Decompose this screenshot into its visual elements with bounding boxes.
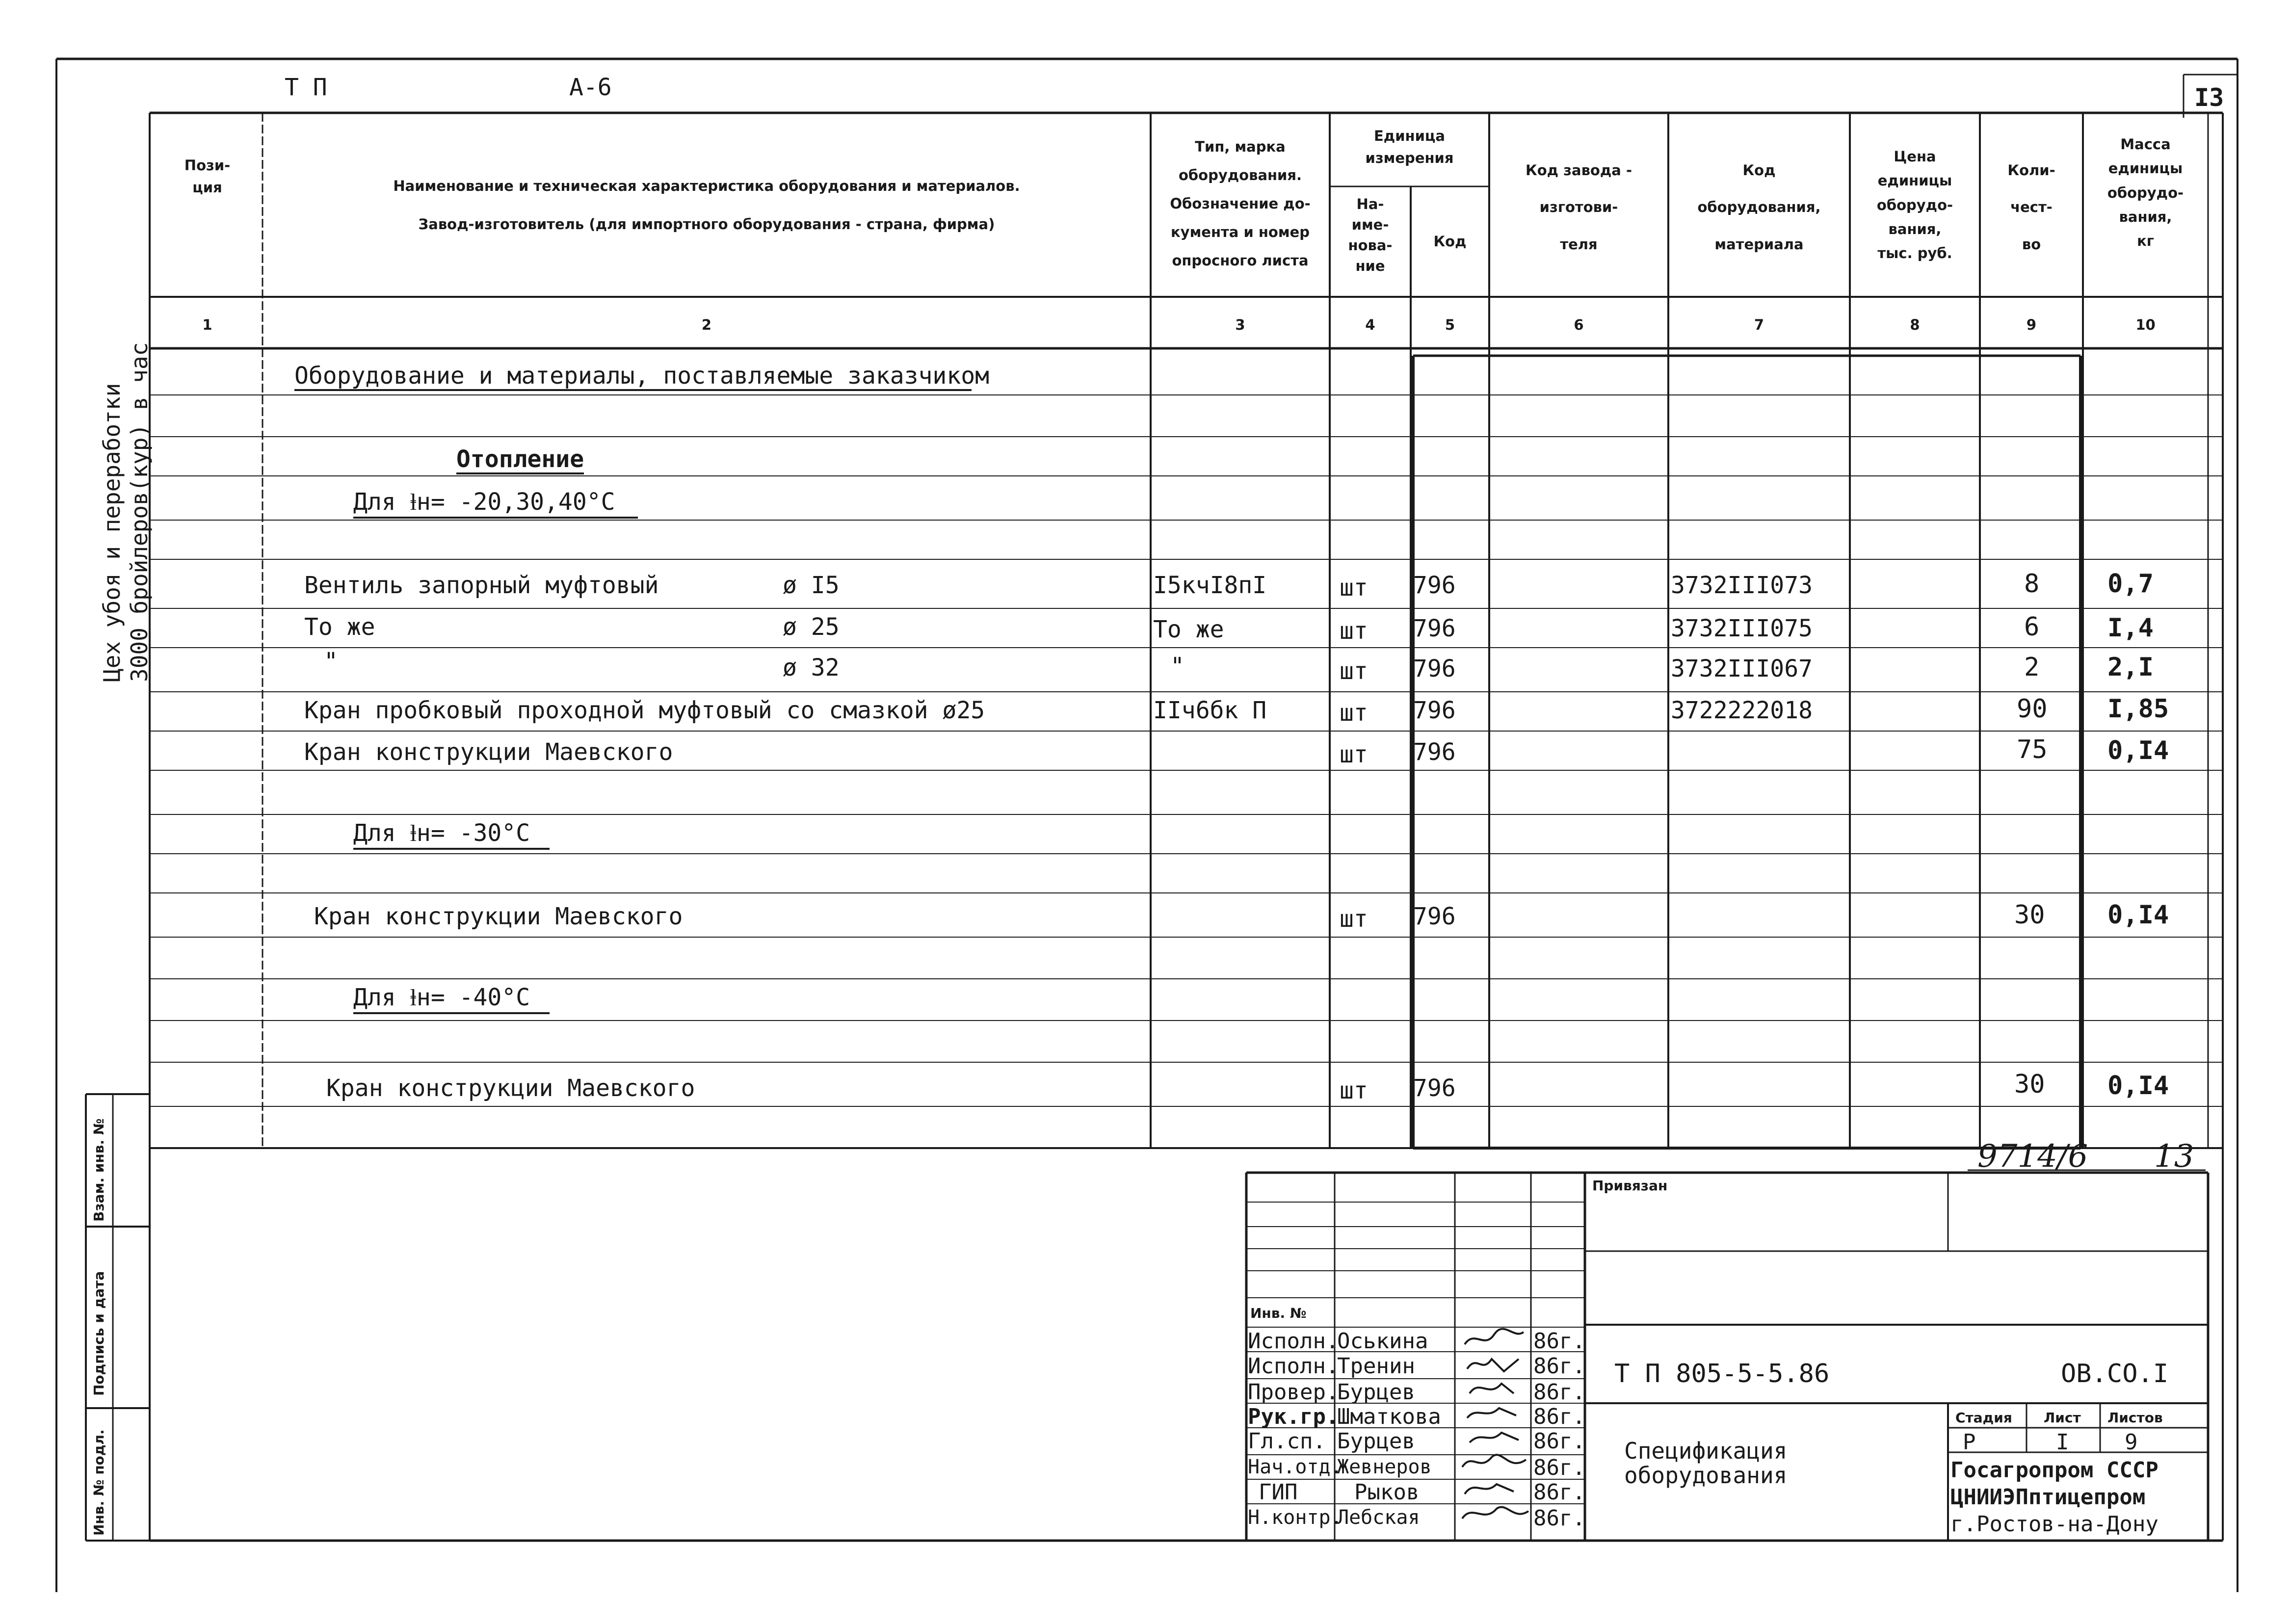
colnum-8: 8 xyxy=(1910,316,1920,333)
role-label: Исполн. xyxy=(1248,1329,1339,1354)
item-unit: шт xyxy=(1340,905,1368,933)
condition-3: Для ⱡн= -40°C xyxy=(353,984,530,1011)
person-name: Рыков xyxy=(1354,1480,1420,1505)
role-label: Рук.гр. xyxy=(1248,1404,1339,1429)
header-type: Тип, марка оборудования. Обозначение до- кумента и номер опросного листа xyxy=(1170,138,1311,269)
stage-label: Стадия xyxy=(1955,1410,2012,1426)
signatures-image xyxy=(1455,1325,1531,1541)
item-unit-code: 796 xyxy=(1413,738,1456,766)
item-unit-code: 796 xyxy=(1413,903,1456,930)
item-name: Кран конструкции Маевского xyxy=(314,903,683,930)
condition-2: Для ⱡн= -30°C xyxy=(353,819,530,847)
organization-2: ЦНИИЭПптицепром xyxy=(1950,1485,2146,1510)
colnum-1: 1 xyxy=(202,316,212,333)
strip-signature-date: Подпись и дата xyxy=(91,1271,107,1396)
item-mass: 0,I4 xyxy=(2107,736,2169,765)
item-unit: шт xyxy=(1340,1077,1368,1104)
item-type: IIч6бк П xyxy=(1153,697,1267,724)
header-unit-group: Единица измерения xyxy=(1365,128,1454,166)
item-diameter: ø I5 xyxy=(783,572,840,599)
item-quantity: 30 xyxy=(2014,1070,2045,1099)
sign-year: 86г. xyxy=(1533,1480,1585,1505)
header-mass: Масса единицы оборудо- вания, кг xyxy=(2107,136,2184,250)
item-quantity: 75 xyxy=(2017,735,2048,764)
sign-year: 86г. xyxy=(1533,1329,1585,1354)
section-title: Оборудование и материалы, поставляемые заказчиком xyxy=(294,362,990,390)
item-name: Кран конструкции Маевского xyxy=(304,738,673,766)
project-number: Т П 805-5-5.86 xyxy=(1614,1359,1830,1388)
item-code: 3732III075 xyxy=(1671,615,1813,642)
organization-city: г.Ростов-на-Дону xyxy=(1950,1512,2158,1537)
header-quantity: Коли- чест- во xyxy=(2007,162,2055,253)
colnum-7: 7 xyxy=(1754,316,1764,333)
archive-number: 9714/6 xyxy=(1977,1138,2088,1175)
document-code: ОВ.СО.I xyxy=(2061,1359,2169,1388)
sheet-label: Лист xyxy=(2044,1410,2081,1426)
item-code: 3722222018 xyxy=(1671,697,1813,724)
item-unit-code: 796 xyxy=(1413,1074,1456,1102)
role-label: Нач.отд. xyxy=(1248,1456,1342,1478)
sign-year: 86г. xyxy=(1533,1455,1585,1480)
header-name: Наименование и техническая характеристика оборудования и материалов. Завод-изготовитель (для импортного оборудования - страна, фирма) xyxy=(393,178,1020,233)
side-title-line2: 3000 бройлеров(кур) в час xyxy=(126,342,153,682)
item-type: То же xyxy=(1153,616,1224,643)
role-label: Провер. xyxy=(1248,1380,1339,1405)
item-name: " xyxy=(324,648,338,675)
item-unit-code: 796 xyxy=(1413,572,1456,599)
item-name: Кран пробковый проходной муфтовый со смазкой ø25 xyxy=(304,697,985,724)
strip-orig-inv: Инв. № подл. xyxy=(91,1429,107,1536)
header-price: Цена единицы оборудо- вания, тыс. руб. xyxy=(1876,148,1953,262)
item-quantity: 6 xyxy=(2024,612,2040,642)
item-name: Вентиль запорный муфтовый xyxy=(304,572,659,599)
sign-year: 86г. xyxy=(1533,1429,1585,1454)
item-mass: 0,7 xyxy=(2107,569,2154,599)
item-name: То же xyxy=(304,613,375,641)
person-name: Бурцев xyxy=(1337,1429,1415,1454)
item-name: Кран конструкции Маевского xyxy=(326,1074,695,1102)
item-unit: шт xyxy=(1340,657,1368,685)
person-name: Оськина xyxy=(1337,1329,1428,1354)
person-name: Тренин xyxy=(1337,1354,1415,1379)
series-label: Т П xyxy=(285,74,327,101)
colnum-5: 5 xyxy=(1445,316,1455,333)
item-type: " xyxy=(1170,653,1184,680)
item-quantity: 2 xyxy=(2024,653,2040,682)
side-title xyxy=(98,342,153,682)
person-name: Шматкова xyxy=(1337,1404,1441,1429)
heating-title: Отопление xyxy=(456,445,584,473)
item-unit-code: 796 xyxy=(1413,655,1456,682)
item-unit-code: 796 xyxy=(1413,615,1456,642)
sign-year: 86г. xyxy=(1533,1380,1585,1405)
item-mass: 2,I xyxy=(2107,653,2154,682)
item-unit: шт xyxy=(1340,574,1368,602)
strip-replace-inv: Взам. инв. № xyxy=(91,1118,107,1222)
item-unit: шт xyxy=(1340,617,1368,645)
condition-1: Для ⱡн= -20,30,40°C xyxy=(353,488,615,516)
sign-year: 86г. xyxy=(1533,1404,1585,1429)
item-quantity: 90 xyxy=(2017,694,2048,724)
organization-1: Госагропром СССР xyxy=(1950,1458,2158,1483)
role-label: ГИП xyxy=(1259,1480,1298,1505)
project-code: А-6 xyxy=(569,74,612,101)
doc-title-line1: Спецификация xyxy=(1624,1438,1788,1464)
item-mass: I,4 xyxy=(2107,613,2154,643)
item-quantity: 30 xyxy=(2014,900,2045,930)
person-name: Лебская xyxy=(1337,1506,1420,1529)
item-unit: шт xyxy=(1340,741,1368,768)
attached-label: Привязан xyxy=(1592,1178,1668,1194)
header-factory-code: Код завода - изготови- теля xyxy=(1526,162,1632,253)
item-code: 3732III073 xyxy=(1671,572,1813,599)
header-position: Пози- ция xyxy=(184,157,231,196)
side-title-line1: Цех убоя и переработки xyxy=(99,383,125,682)
sign-year: 86г. xyxy=(1533,1354,1585,1379)
person-name: Бурцев xyxy=(1337,1380,1415,1405)
archive-sheet: 13 xyxy=(2154,1138,2194,1175)
doc-title-line2: оборудования xyxy=(1624,1462,1788,1489)
sheets-label: Листов xyxy=(2107,1410,2163,1426)
item-code: 3732III067 xyxy=(1671,655,1813,682)
inv-label: Инв. № xyxy=(1250,1305,1307,1321)
item-diameter: ø 32 xyxy=(783,654,840,681)
item-diameter: ø 25 xyxy=(783,613,840,641)
colnum-4: 4 xyxy=(1365,316,1375,333)
item-mass: I,85 xyxy=(2107,694,2169,724)
sheets-value: 9 xyxy=(2125,1430,2138,1455)
role-label: Н.контр. xyxy=(1248,1506,1342,1529)
item-mass: 0,I4 xyxy=(2107,900,2169,930)
colnum-3: 3 xyxy=(1235,316,1245,333)
header-unit-code: Код xyxy=(1433,233,1467,250)
person-name: Жевнеров xyxy=(1337,1456,1432,1478)
item-type: I5кчI8пI xyxy=(1153,572,1267,599)
colnum-2: 2 xyxy=(701,316,712,333)
colnum-10: 10 xyxy=(2135,316,2156,333)
item-unit-code: 796 xyxy=(1413,697,1456,724)
role-label: Гл.сп. xyxy=(1248,1429,1326,1454)
header-equipment-code: Код оборудования, материала xyxy=(1697,162,1821,253)
sign-year: 86г. xyxy=(1533,1506,1585,1531)
sheet-number: I3 xyxy=(2194,83,2224,112)
header-unit-name: На- име- нова- ние xyxy=(1348,196,1393,275)
colnum-9: 9 xyxy=(2026,316,2037,333)
stage-value: Р xyxy=(1963,1430,1976,1455)
item-mass: 0,I4 xyxy=(2107,1071,2169,1100)
item-unit: шт xyxy=(1340,699,1368,727)
item-quantity: 8 xyxy=(2024,569,2040,599)
sheet-value: I xyxy=(2056,1430,2069,1455)
role-label: Исполн. xyxy=(1248,1354,1339,1379)
colnum-6: 6 xyxy=(1574,316,1584,333)
